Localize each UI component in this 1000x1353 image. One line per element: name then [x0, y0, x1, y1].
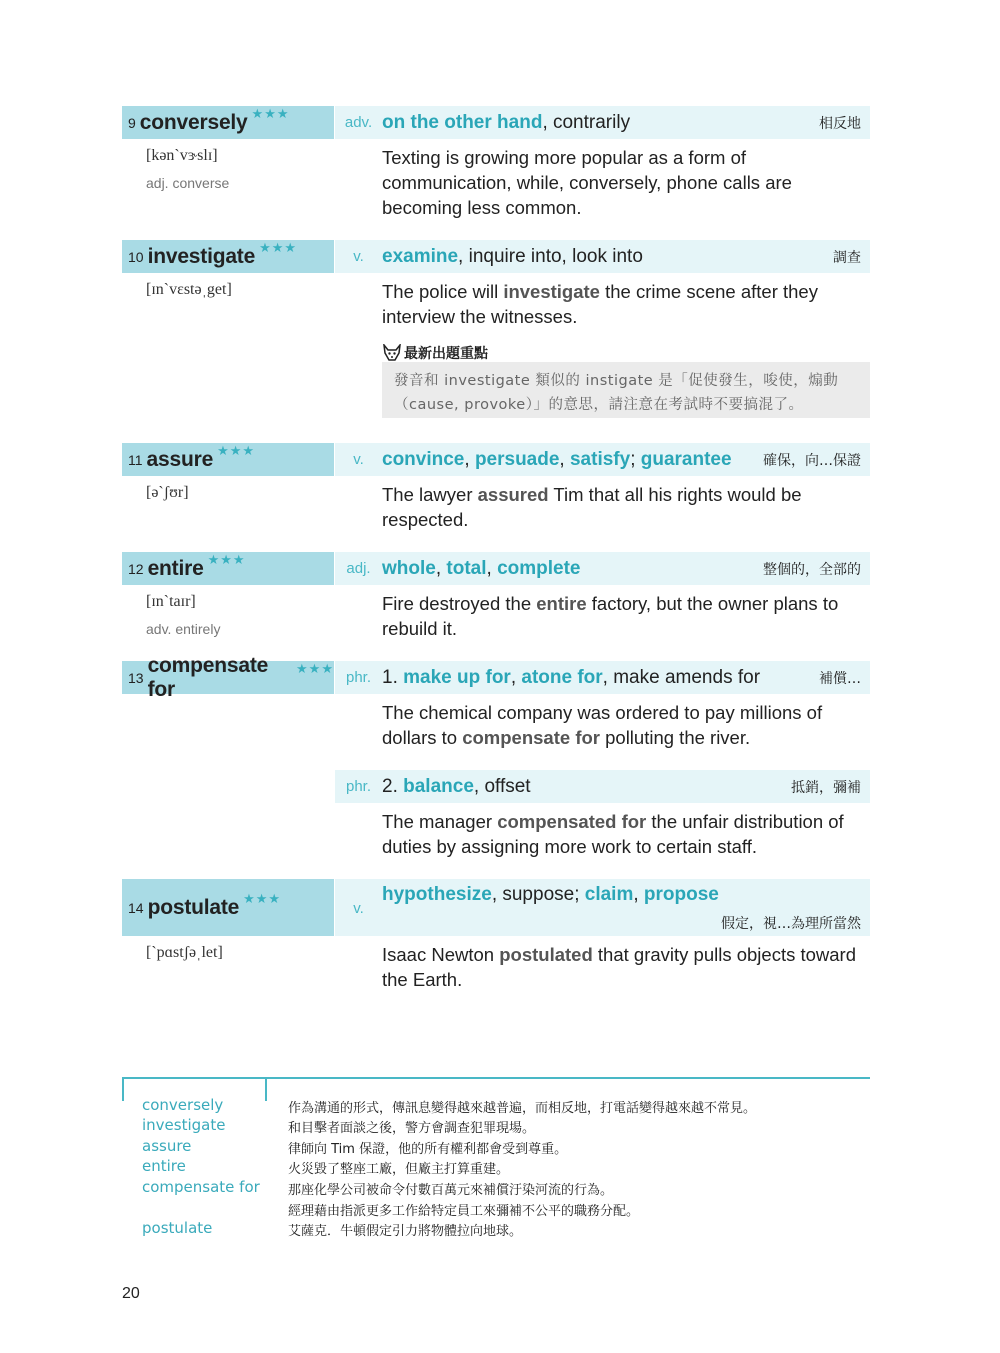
frequency-stars: ★★★ — [243, 890, 282, 906]
footer-word: entire — [142, 1157, 186, 1175]
derivative: adv. entirely — [146, 621, 221, 637]
definition-keyword: persuade — [474, 448, 560, 470]
definition — [382, 449, 732, 471]
pronunciation: [`pɑstʃəˌlet] — [146, 944, 223, 961]
example-keyword: compensated for — [497, 811, 647, 832]
example-sentence — [382, 482, 870, 532]
headword: assure — [146, 447, 214, 471]
example-fragment: polluting the river. — [599, 727, 751, 748]
entry-number: 9 — [128, 114, 136, 131]
definition-keyword: convince — [382, 448, 465, 470]
tip-box: 發音和 investigate 類似的 instigate 是「促使發生，唆使，煽動（cause, provoke）」的意思，請注意在考試時不要搞混了。 — [382, 362, 870, 418]
tip-title-text: 最新出題重點 — [404, 346, 488, 362]
footer-divider-tick — [122, 1077, 124, 1101]
definition-fragment: , — [486, 557, 498, 579]
definition-bar — [335, 879, 870, 936]
definition — [382, 884, 719, 906]
footer-divider — [122, 1077, 870, 1079]
example-sentence-sense-2 — [382, 809, 870, 859]
chinese-meaning: 假定，視…為理所當然 — [721, 916, 861, 932]
chinese-meaning: 抵銷，彌補 — [791, 779, 861, 796]
footer-translation: 律師向 Tim 保證，他的所有權利都會受到尊重。 — [288, 1142, 568, 1157]
pronunciation: [kən`vɝslɪ] — [146, 147, 218, 164]
definition-keyword: whole — [382, 557, 436, 579]
entry-number: 10 — [128, 248, 144, 265]
definition-bar — [335, 443, 870, 476]
definition-bar — [335, 661, 870, 694]
headword: investigate — [147, 244, 256, 268]
definition-fragment: , contrarily — [542, 111, 631, 133]
example-sentence — [382, 279, 870, 329]
definition-bar — [335, 240, 870, 273]
chinese-meaning: 相反地 — [819, 115, 861, 132]
definition-bar-sense-2 — [335, 770, 870, 803]
tip-title — [382, 343, 488, 363]
definition-keyword: complete — [497, 557, 581, 579]
definition-keyword: satisfy — [569, 448, 631, 470]
frequency-stars: ★★★ — [217, 442, 256, 458]
headword-box — [122, 879, 334, 936]
definition — [382, 246, 643, 268]
definition-fragment: , — [510, 666, 522, 688]
headword: conversely — [139, 110, 248, 134]
example-fragment: Texting is growing more popular as a form of communication, while, conversely, phone calls are becoming less common. — [382, 147, 792, 218]
footer-translation: 作為溝通的形式，傳訊息變得越來越普遍，而相反地，打電話變得越來越不常見。 — [288, 1101, 757, 1116]
example-fragment: The lawyer — [382, 484, 478, 505]
definition-keyword: total — [446, 557, 487, 579]
part-of-speech: phr. — [345, 778, 372, 795]
definition-bar — [335, 552, 870, 585]
pronunciation: [ə`ʃʊr] — [146, 484, 189, 501]
definition-keyword: hypothesize — [382, 884, 492, 905]
headword-box — [122, 653, 334, 701]
headword-box — [122, 240, 334, 273]
part-of-speech: v. — [353, 248, 364, 265]
example-keyword: postulated — [499, 944, 593, 965]
definition-fragment: , inquire into, look into — [458, 245, 643, 267]
definition-fragment: 1. — [382, 666, 404, 688]
headword: postulate — [147, 895, 240, 919]
footer-word: postulate — [142, 1219, 213, 1237]
definition-keyword: on the other hand — [382, 111, 543, 133]
footer-word: conversely — [142, 1096, 224, 1114]
definition-keyword: propose — [643, 884, 719, 905]
definition-fragment: , — [435, 557, 447, 579]
wolf-icon — [382, 344, 402, 362]
definition-fragment: , offset — [473, 775, 531, 797]
definition — [382, 558, 581, 580]
definition-keyword: guarantee — [640, 448, 732, 470]
footer-translation: 那座化學公司被命令付數百萬元來補償汙染河流的行為。 — [288, 1183, 614, 1198]
chinese-meaning: 確保，向…保證 — [763, 452, 861, 469]
example-fragment: the crime scene after they interview the witnesses. — [382, 281, 818, 327]
part-of-speech: v. — [353, 451, 364, 468]
chinese-meaning: 調查 — [833, 249, 861, 266]
definition — [382, 776, 531, 798]
definition-bar — [335, 106, 870, 139]
example-fragment: Fire destroyed the — [382, 593, 537, 614]
definition-keyword: claim — [584, 884, 634, 905]
page-number: 20 — [122, 1285, 140, 1302]
example-fragment: the unfair distribution of duties by assigning more work to certain staff. — [382, 811, 844, 857]
definition-fragment: 2. — [382, 775, 404, 797]
example-fragment: that gravity pulls objects toward the Earth. — [382, 944, 857, 990]
definition-fragment: , — [464, 448, 475, 470]
headword: entire — [147, 556, 204, 580]
frequency-stars: ★★★ — [296, 660, 334, 676]
footer-word: investigate — [142, 1116, 226, 1134]
example-sentence — [382, 700, 870, 750]
part-of-speech: adj. — [346, 560, 371, 577]
part-of-speech: phr. — [345, 669, 372, 686]
headword-box — [122, 443, 334, 476]
definition-fragment: ; — [630, 448, 641, 470]
chinese-meaning: 補償… — [819, 670, 861, 687]
footer-translation: 和目擊者面談之後，警方會調查犯罪現場。 — [288, 1121, 536, 1136]
example-sentence — [382, 145, 870, 220]
example-fragment: The chemical company was ordered to pay millions of dollars to — [382, 702, 823, 748]
definition-fragment: , suppose; — [491, 884, 585, 905]
example-fragment: The police will — [382, 281, 504, 302]
definition-fragment: , — [559, 448, 570, 470]
footer-word: assure — [142, 1137, 192, 1155]
definition-keyword: atone for — [521, 666, 603, 688]
pronunciation: [ɪn`vɛstəˌget] — [146, 281, 232, 298]
footer-translation: 艾薩克．牛頓假定引力將物體拉向地球。 — [288, 1224, 523, 1239]
headword-box — [122, 552, 334, 585]
definition-keyword: examine — [382, 245, 459, 267]
definition-keyword: make up for — [403, 666, 511, 688]
example-fragment: The manager — [382, 811, 498, 832]
definition-fragment: , make amends for — [602, 666, 761, 688]
derivative: adj. converse — [146, 175, 230, 191]
definition-keyword: balance — [403, 775, 474, 797]
part-of-speech: adv. — [344, 114, 373, 131]
frequency-stars: ★★★ — [207, 551, 246, 567]
entry-number: 14 — [128, 899, 144, 916]
example-fragment: factory, but the owner plans to rebuild it. — [382, 593, 839, 639]
definition-fragment: , — [633, 884, 644, 905]
example-sentence — [382, 591, 870, 641]
footer-translation: 火災毀了整座工廠，但廠主打算重建。 — [288, 1162, 510, 1177]
example-fragment: Isaac Newton — [382, 944, 500, 965]
footer-word: compensate for — [142, 1178, 260, 1196]
frequency-stars: ★★★ — [259, 239, 298, 255]
entry-number: 13 — [128, 669, 144, 686]
chinese-meaning: 整個的，全部的 — [763, 561, 861, 578]
entry-number: 12 — [128, 560, 144, 577]
headword: compensate for — [147, 653, 269, 701]
headword-box — [122, 106, 334, 139]
example-keyword: assured — [477, 484, 549, 505]
footer-translation: 經理藉由指派更多工作給特定員工來彌補不公平的職務分配。 — [288, 1204, 640, 1219]
definition — [382, 667, 760, 689]
example-fragment: Tim that all his rights would be respected. — [382, 484, 802, 530]
pronunciation: [ɪn`taɪr] — [146, 593, 196, 610]
example-keyword: compensate for — [462, 727, 600, 748]
example-sentence — [382, 942, 870, 992]
definition — [382, 112, 630, 134]
example-keyword: investigate — [503, 281, 600, 302]
part-of-speech: v. — [353, 900, 364, 917]
frequency-stars: ★★★ — [251, 105, 290, 121]
entry-number: 11 — [128, 451, 143, 468]
example-keyword: entire — [536, 593, 587, 614]
footer-divider-tick — [265, 1077, 267, 1101]
